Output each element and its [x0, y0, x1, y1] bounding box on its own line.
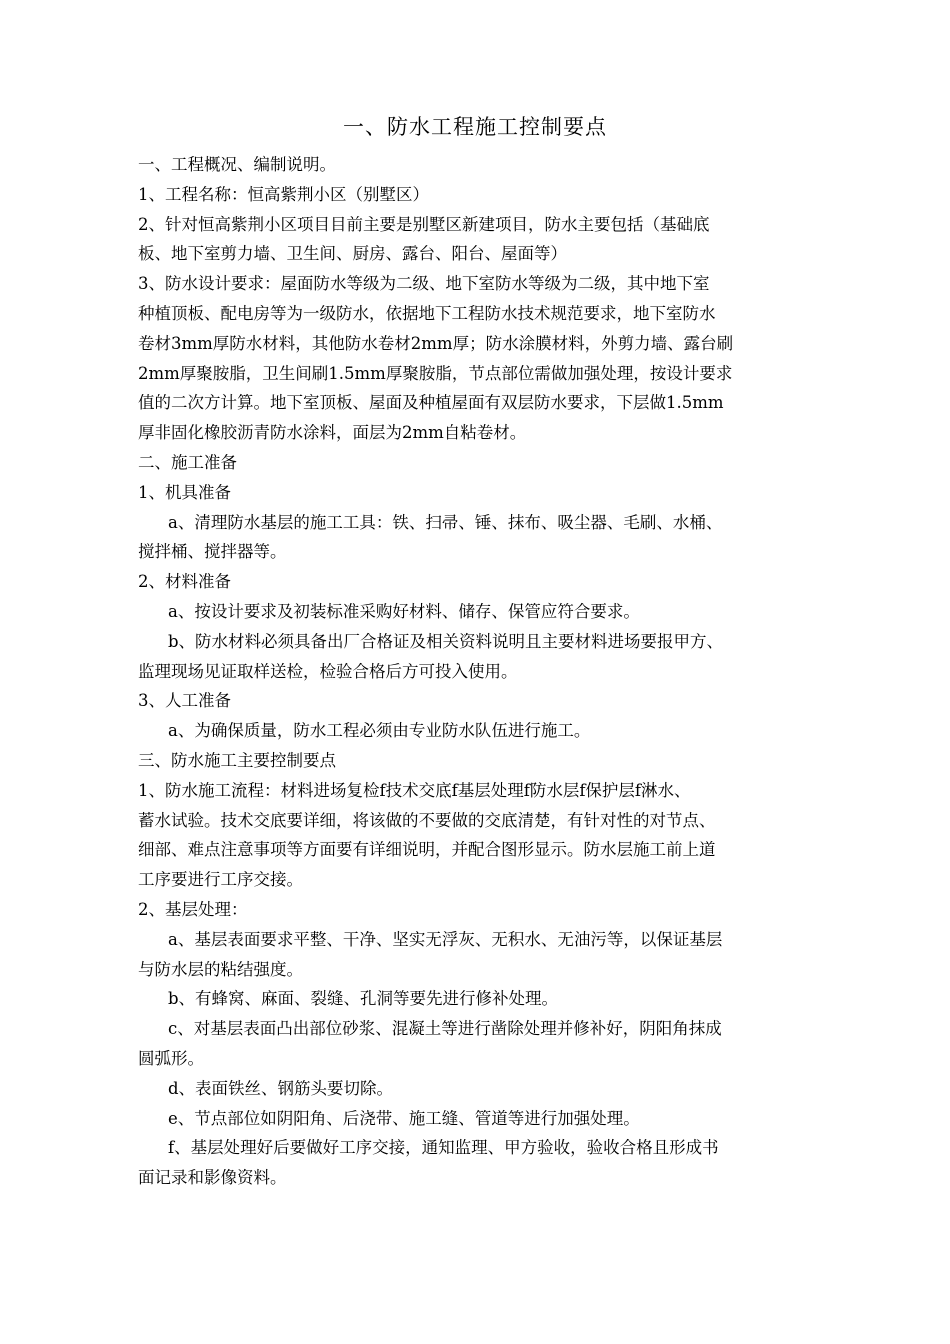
text-line: 面记录和影像资料。: [138, 1168, 287, 1188]
document-body: [138, 150, 828, 1193]
text-line: 2、基层处理：: [138, 899, 248, 919]
text-line: 三、防水施工主要控制要点: [138, 750, 336, 770]
text-line: 厚非固化橡胶沥青防水涂料，面层为2mm自粘卷材。: [138, 423, 527, 443]
text-line: 2、针对恒高紫荆小区项目目前主要是别墅区新建项目，防水主要包括（基础底: [138, 214, 710, 234]
text-line: a、清理防水基层的施工工具：铁、扫帚、锤、抹布、吸尘器、毛刷、水桶、: [168, 512, 723, 532]
text-line: a、按设计要求及初装标准采购好材料、储存、保管应符合要求。: [168, 601, 640, 621]
text-line: 圆弧形。: [138, 1048, 204, 1068]
text-line: 2mm厚聚胺脂，卫生间刷1.5mm厚聚胺脂，节点部位需做加强处理，按设计要求: [138, 363, 733, 383]
text-line: b、防水材料必须具备出厂合格证及相关资料说明且主要材料进场要报甲方、: [168, 631, 724, 651]
text-line: 1、机具准备: [138, 482, 231, 502]
text-line: a、为确保质量，防水工程必须由专业防水队伍进行施工。: [168, 721, 591, 741]
text-line: 蓄水试验。技术交底要详细，将该做的不要做的交底清楚，有针对性的对节点、: [138, 810, 716, 830]
text-line: f、基层处理好后要做好工序交接，通知监理、甲方验收，验收合格且形成书: [168, 1138, 719, 1158]
text-line: a、基层表面要求平整、干净、坚实无浮灰、无积水、无油污等，以保证基层: [168, 929, 723, 949]
text-line: 二、施工准备: [138, 452, 237, 472]
text-line: 搅拌桶、搅拌器等。: [138, 542, 287, 562]
text-line: 3、人工准备: [138, 691, 231, 711]
text-line: 监理现场见证取样送检，检验合格后方可投入使用。: [138, 661, 518, 681]
text-line: 细部、难点注意事项等方面要有详细说明，并配合图形显示。防水层施工前上道: [138, 840, 716, 860]
text-line: 一、工程概况、编制说明。: [138, 155, 336, 174]
text-line: 工序要进行工序交接。: [138, 870, 303, 890]
text-line: 3、防水设计要求：屋面防水等级为二级、地下室防水等级为二级，其中地下室: [138, 274, 710, 294]
text-line: 1、工程名称：恒高紫荆小区（别墅区）: [138, 184, 429, 204]
text-line: c、对基层表面凸出部位砂浆、混凝土等进行凿除处理并修补好，阴阳角抹成: [168, 1019, 722, 1039]
page-title: 一、防水工程施工控制要点: [343, 115, 607, 139]
text-line: d、表面铁丝、钢筋头要切除。: [168, 1078, 394, 1098]
text-line: 值的二次方计算。地下室顶板、屋面及种植屋面有双层防水要求，下层做1.5mm: [138, 393, 724, 413]
text-line: 与防水层的粘结强度。: [138, 959, 303, 979]
text-line: e、节点部位如阴阳角、后浇带、施工缝、管道等进行加强处理。: [168, 1108, 640, 1128]
text-line: 1、防水施工流程：材料进场复检f技术交底f基层处理f防水层f保护层f淋水、: [138, 780, 691, 800]
text-line: b、有蜂窝、麻面、裂缝、孔洞等要先进行修补处理。: [168, 989, 559, 1009]
text-line: 2、材料准备: [138, 572, 231, 592]
text-line: 卷材3mm厚防水材料，其他防水卷材2mm厚；防水涂膜材料，外剪力墙、露台刷: [138, 333, 734, 353]
text-line: 板、地下室剪力墙、卫生间、厨房、露台、阳台、屋面等）: [138, 244, 567, 264]
text-line: 种植顶板、配电房等为一级防水，依据地下工程防水技术规范要求，地下室防水: [138, 303, 716, 323]
